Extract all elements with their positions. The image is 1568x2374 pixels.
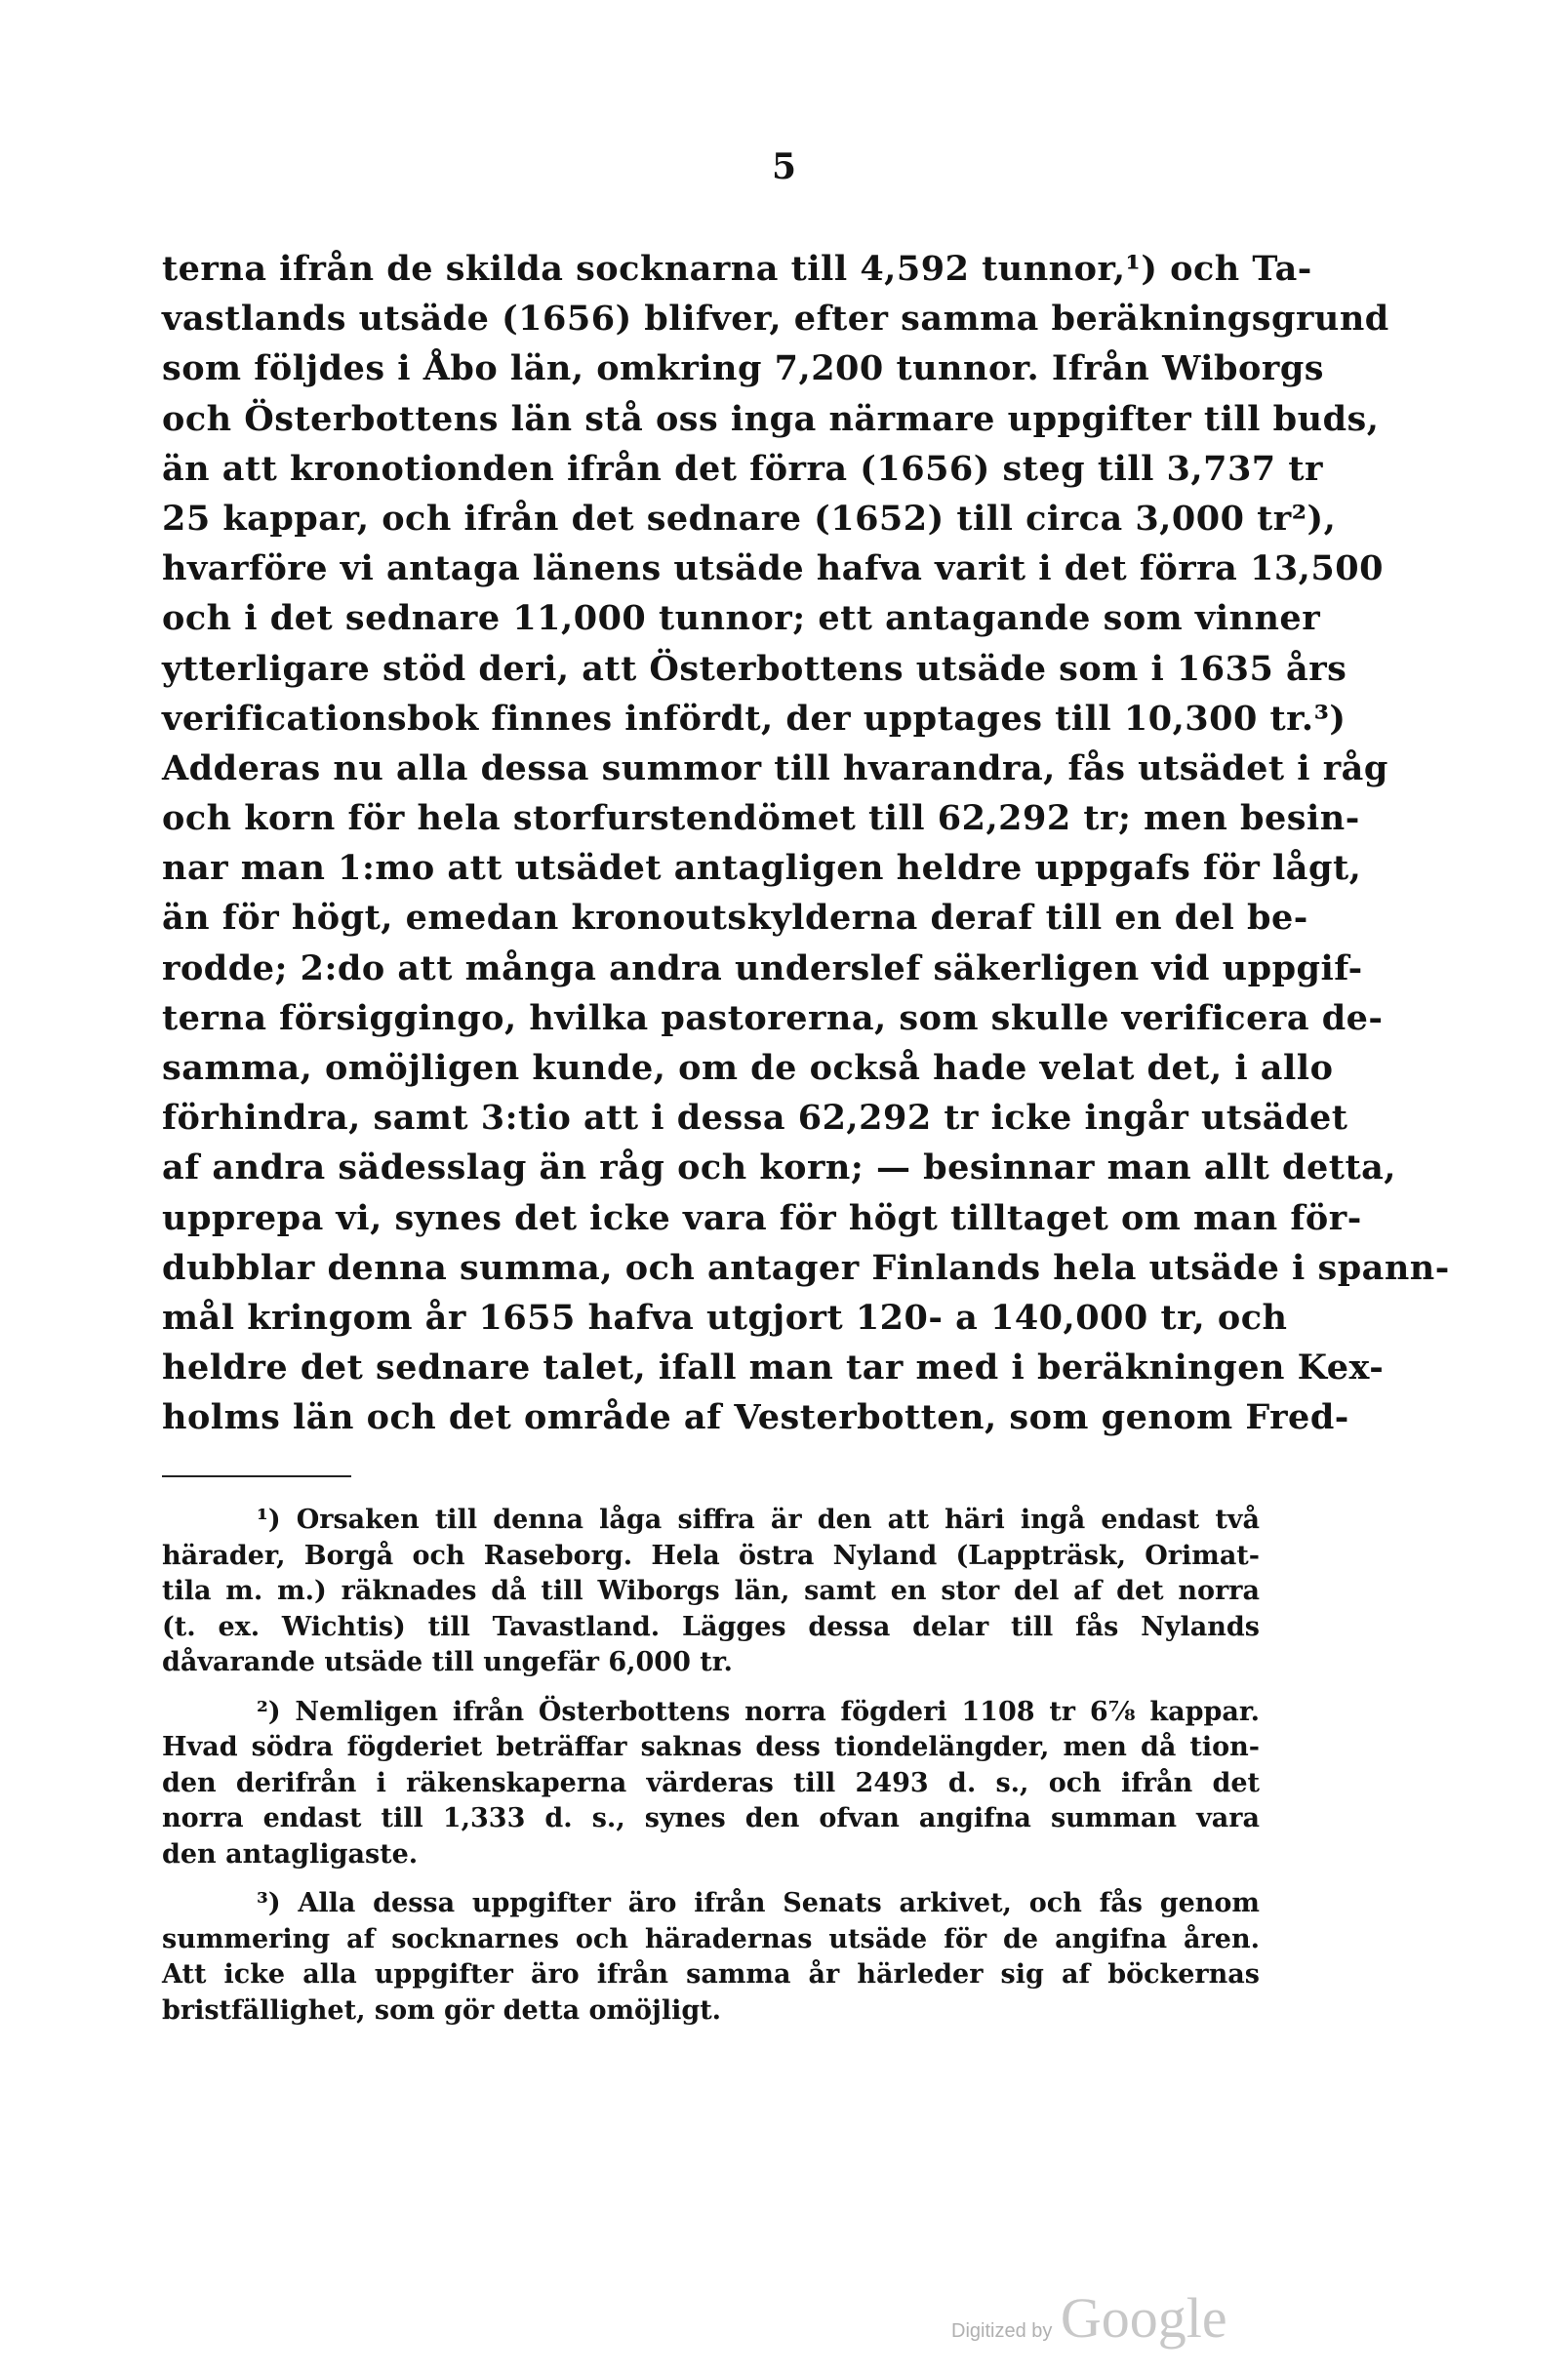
body-line: rodde; 2:do att många andra underslef säkerligen vid uppgif- bbox=[162, 947, 1363, 988]
body-line: dubblar denna summa, och antager Finlands hela utsäde i spann- bbox=[162, 1247, 1450, 1288]
body-line: och i det sednare 11,000 tunnor; ett antagande som vinner bbox=[162, 598, 1321, 639]
footnote-line: Hvad södra fögderiet beträffar saknas dess tiondelängder, men då tion- bbox=[162, 1732, 1260, 1762]
footnote-line: dåvarande utsäde till ungefär 6,000 tr. bbox=[162, 1647, 733, 1677]
footnote-line: den antagligaste. bbox=[162, 1838, 419, 1870]
footnote-line: ³) Alla dessa uppgifter äro ifrån Senats arkivet, och fås genom bbox=[257, 1888, 1260, 1918]
footnote-line: bristfällighet, som gör detta omöjligt. bbox=[162, 1994, 722, 2026]
watermark-prefix: Digitized by bbox=[951, 2320, 1053, 2342]
body-line: samma, omöjligen kunde, om de också hade velat det, i allo bbox=[162, 1048, 1334, 1088]
body-line: och korn för hela storfurstendömet till 62,292 tr; men besin- bbox=[162, 798, 1360, 839]
footnote-line: (t. ex. Wichtis) till Tavastland. Lägges dessa delar till fås Nylands bbox=[162, 1611, 1260, 1642]
body-line: hvarföre vi antaga länens utsäde hafva varit i det förra 13,500 bbox=[162, 548, 1384, 589]
digitized-by-watermark bbox=[951, 2285, 1227, 2351]
footnote-line: ²) Nemligen ifrån Österbottens norra fögderi 1108 tr 6⅞ kappar. bbox=[257, 1696, 1260, 1727]
footnote-line: summering af socknarnes och häradernas utsäde för de angifna åren. bbox=[162, 1923, 1260, 1954]
page-number: 5 bbox=[771, 146, 797, 187]
footnote-line: härader, Borgå och Raseborg. Hela östra Nyland (Lappträsk, Orimat- bbox=[162, 1540, 1260, 1571]
footnote-1 bbox=[162, 1503, 1260, 1681]
body-line: 25 kappar, och ifrån det sednare (1652) till circa 3,000 tr²), bbox=[162, 498, 1337, 539]
body-line: nar man 1:mo att utsädet antagligen heldre uppgafs för lågt, bbox=[162, 848, 1362, 889]
body-line: än för högt, emedan kronoutskylderna deraf till en del be- bbox=[162, 898, 1308, 939]
body-line: ytterligare stöd deri, att Österbottens utsäde som i 1635 års bbox=[162, 648, 1347, 689]
body-line: holms län och det område af Vesterbotten, som genom Fred- bbox=[162, 1397, 1349, 1438]
body-line: än att kronotionden ifrån det förra (1656) steg till 3,737 tr bbox=[162, 448, 1323, 489]
body-line: förhindra, samt 3:tio att i dessa 62,292 tr icke ingår utsädet bbox=[162, 1098, 1348, 1139]
body-line: upprepa vi, synes det icke vara för högt tilltaget om man för- bbox=[162, 1197, 1362, 1238]
body-line: terna ifrån de skilda socknarna till 4,592 tunnor,¹) och Ta- bbox=[162, 249, 1312, 289]
footnote-line: norra endast till 1,333 d. s., synes den ofvan angifna summan vara bbox=[162, 1803, 1260, 1833]
footnotes bbox=[162, 1503, 1260, 2029]
footnote-separator bbox=[162, 1475, 351, 1477]
body-line: Adderas nu alla dessa summor till hvarandra, fås utsädet i råg bbox=[162, 747, 1388, 788]
body-line: mål kringom år 1655 hafva utgjort 120- a 140,000 tr, och bbox=[162, 1297, 1288, 1338]
body-text bbox=[162, 244, 1450, 1443]
google-logo: Google bbox=[1060, 2286, 1227, 2350]
body-line: af andra sädesslag än råg och korn; — besinnar man allt detta, bbox=[162, 1147, 1396, 1188]
body-line: heldre det sednare talet, ifall man tar med i beräkningen Kex- bbox=[162, 1348, 1385, 1388]
footnote-line: ¹) Orsaken till denna låga siffra är den att häri ingå endast två bbox=[257, 1505, 1260, 1535]
footnote-line: den derifrån i räkenskaperna värderas till 2493 d. s., och ifrån det bbox=[162, 1767, 1260, 1798]
body-line: terna försiggingo, hvilka pastorerna, som skulle verificera de- bbox=[162, 997, 1384, 1038]
footnote-line: Att icke alla uppgifter äro ifrån samma år härleder sig af böckernas bbox=[162, 1959, 1260, 1990]
footnote-3 bbox=[162, 1886, 1260, 2029]
body-line: som följdes i Åbo län, omkring 7,200 tunnor. Ifrån Wiborgs bbox=[162, 348, 1324, 389]
footnote-2 bbox=[162, 1695, 1260, 1873]
footnote-line: tila m. m.) räknades då till Wiborgs län, samt en stor del af det norra bbox=[162, 1576, 1260, 1606]
body-line: vastlands utsäde (1656) blifver, efter samma beräkningsgrund bbox=[162, 299, 1389, 340]
body-line: verificationsbok finnes infördt, der upptages till 10,300 tr.³) bbox=[162, 698, 1347, 739]
body-line: och Österbottens län stå oss inga närmare uppgifter till buds, bbox=[162, 398, 1380, 439]
